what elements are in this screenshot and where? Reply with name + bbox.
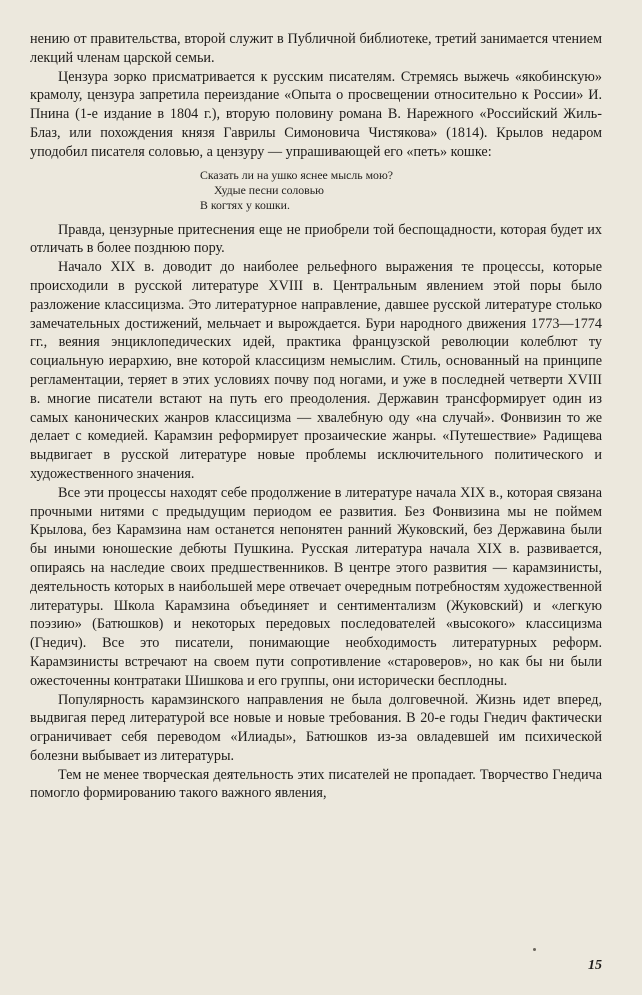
paragraph-3: Правда, цензурные притеснения еще не приобрели той беспощадности, которая будет их отличать в более позднюю пору. xyxy=(30,221,602,257)
body-text xyxy=(30,30,602,803)
paragraph-7: Тем не менее творческая деятельность этих писателей не пропадает. Творчество Гнедича помогло формированию такого важного явления, xyxy=(30,766,602,802)
page-number: 15 xyxy=(588,958,602,973)
paragraph-5: Все эти процессы находят себе продолжение в литературе начала XIX в., которая связана прочными нитями с предыдущим периодом ее развития. Без Фонвизина мы не поймем Крылова, без Карамзина нам останется непонятен ранний Жуковский, без Державина были бы иными юношеские дебюты Пушкина. Русская литература начала XIX в. развивается, опираясь на наследие своих предшественников. В центре этого развития — карамзинисты, деятельность которых в наибольшей мере отвечает очередным потребностям художественной литературы. Школа Карамзина объединяет и сентиментализм (Жуковский) и «легкую поэзию» (Батюшков) и некоторых передовых последователей «высокого» классицизма (Гнедич). Все это писатели, понимающие необходимость литературных реформ. Карамзинисты встречают на своем пути сопротивление «староверов», но как бы ни были ожесточенны контратаки Шишкова и его группы, они исторически бесплодны. xyxy=(30,484,602,689)
poem-line-2: Худые песни соловью xyxy=(214,182,324,197)
poem-quote xyxy=(200,168,602,213)
paragraph-6: Популярность карамзинского направления не была долговечной. Жизнь идет вперед, выдвигая перед литературой все новые и новые требования. В 20-е годы Гнедич фактически ограничивает себя переводом «Илиады», Батюшков из-за овладевшей им психической болезни выбывает из литературы. xyxy=(30,691,602,764)
paragraph-4: Начало XIX в. доводит до наиболее рельефного выражения те процессы, которые происходили в русской литературе XVIII в. Центральным явлением этой поры было разложение классицизма. Это литературное направление, давшее русской литературе столько замечательных достижений, мельчает и вырождается. Бури народного движения 1773—1774 гг., веяния энциклопедических идей, практика французской революции колеблют ту социальную иерархию, вне которой классицизм немыслим. Стиль, основанный на принципе регламентации, теряет в этих условиях почву под ногами, и уже в последней четверти XVIII в. многие писатели встают на путь его преодоления. Державин трансформирует один из самых канонических жанров классицизма — хвалебную оду «на случай». Фонвизин то же делает с комедией. Карамзин реформирует прозаические жанры. «Путешествие» Радищева выдвигает в русской литературе новые проблемы исключительного политического и художественного значения. xyxy=(30,259,602,482)
poem-line-1: Сказать ли на ушко яснее мысль мою? xyxy=(200,167,393,182)
paragraph-1: нению от правительства, второй служит в Публичной библиотеке, третий занимается чтением лекций членам царской семьи. xyxy=(30,31,602,66)
poem-line-3: В когтях у кошки. xyxy=(200,197,290,212)
paragraph-2: Цензура зорко присматривается к русским писателям. Стремясь выжечь «якобинскую» крамолу, цензура запретила переиздание «Опыта о просвещении относительно к России» И. Пнина (1-е издание в 1804 г.), вторую половину романа В. Нарежного «Российский Жиль-Блаз, или похождения князя Гаврилы Симоновича Чистякова» (1814). Крылов недаром уподобил писателя соловью, а цензуру — упрашивающей его «петь» кошке: xyxy=(30,68,602,160)
print-speck xyxy=(533,948,536,951)
